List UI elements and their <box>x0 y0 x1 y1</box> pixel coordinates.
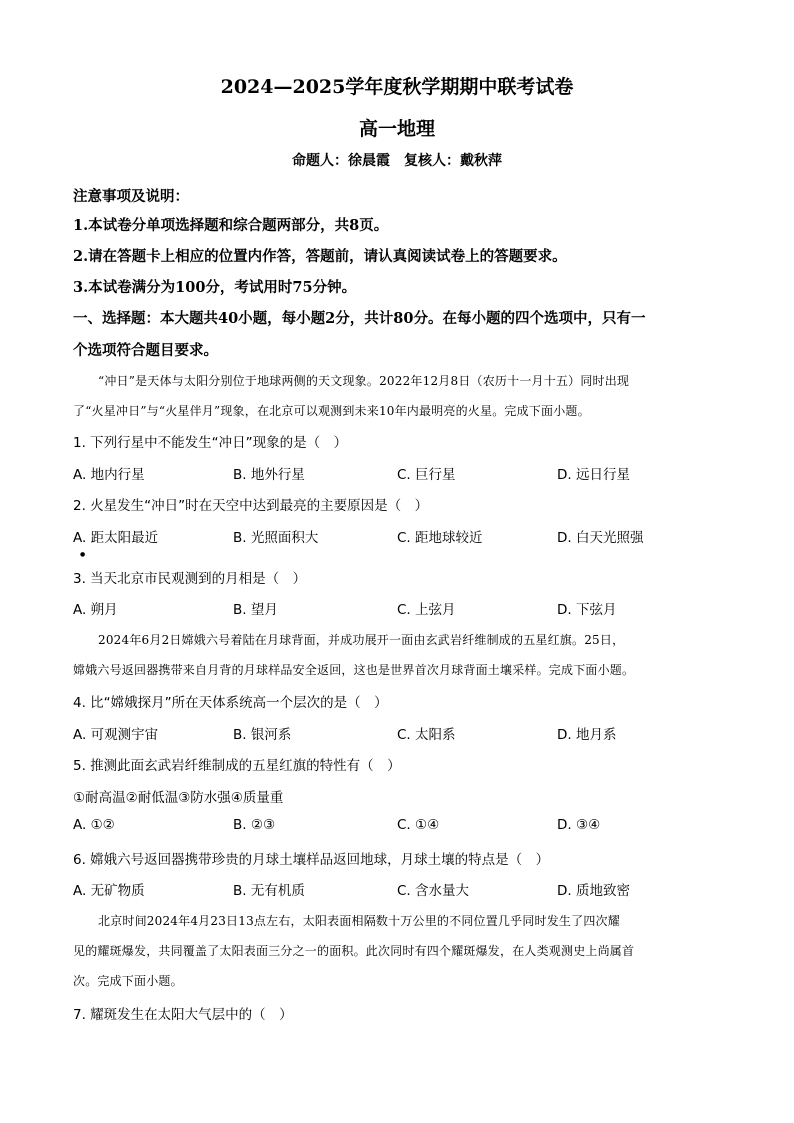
option: D. 地月系 <box>557 727 617 743</box>
subject-title: 高一地理 <box>358 118 435 140</box>
option: C. 含水量大 <box>397 883 470 899</box>
note-item: 2.请在答题卡上相应的位置内作答，答题前，请认真阅读试卷上的答题要求。 <box>73 248 567 265</box>
option: B. ②③ <box>233 817 276 833</box>
option: A. 地内行星 <box>73 467 145 483</box>
passage-line: “冲日”是天体与太阳分别位于地球两侧的天文现象。2022年12月8日（农历十一月十五）同时出现 <box>98 374 630 388</box>
option: B. 地外行星 <box>233 467 305 483</box>
option: A. 无矿物质 <box>73 883 145 899</box>
option: D. ③④ <box>557 817 601 833</box>
option: D. 下弦月 <box>557 602 617 618</box>
note-item: 3.本试卷满分为100分，考试用时75分钟。 <box>73 279 357 296</box>
passage-line: 嫦娥六号返回器携带来自月背的月球样品安全返回，这也是世界首次月球背面土壤采样。完成下面小题。 <box>73 663 635 677</box>
section-heading-cont: 个选项符合题目要求。 <box>73 342 218 359</box>
question-stem: 2. 火星发生“冲日”时在天空中达到最亮的主要原因是（ ） <box>73 498 429 514</box>
option: C. ①④ <box>397 817 440 833</box>
option: B. 银河系 <box>233 727 292 743</box>
option: B. 光照面积大 <box>233 530 319 546</box>
option: C. 上弦月 <box>397 602 456 618</box>
question-statements: ①耐高温②耐低温③防水强④质量重 <box>73 790 284 806</box>
passage-line: 2024年6月2日嫦娥六号着陆在月球背面，并成功展开一面由玄武岩纤维制成的五星红旗。25日， <box>98 633 625 647</box>
option: C. 太阳系 <box>397 727 456 743</box>
option: C. 距地球较近 <box>397 530 483 546</box>
option: A. 距太阳最近 <box>73 530 159 546</box>
question-stem: 4. 比“嫦娥探月”所在天体系统高一个层次的是（ ） <box>73 695 388 711</box>
option: B. 望月 <box>233 602 278 618</box>
option: D. 质地致密 <box>557 883 630 899</box>
passage-line: 北京时间2024年4月23日13点左右，太阳表面相隔数十万公里的不同位置几乎同时发生了四次耀 <box>98 914 620 928</box>
notes-heading: 注意事项及说明： <box>73 188 189 205</box>
note-item: 1.本试卷分单项选择题和综合题两部分，共8页。 <box>73 217 389 234</box>
question-stem: 3. 当天北京市民观测到的月相是（ ） <box>73 571 307 587</box>
question-stem: 1. 下列行星中不能发生“冲日”现象的是（ ） <box>73 435 348 451</box>
option: A. 朔月 <box>73 602 118 618</box>
authors-line: 命题人：徐晨霞 复核人：戴秋萍 <box>292 153 502 169</box>
option: A. ①② <box>73 817 115 833</box>
passage-line: 次。完成下面小题。 <box>73 974 183 988</box>
passage-line: 见的耀斑爆发，共同覆盖了太阳表面三分之一的面积。此次同时有四个耀斑爆发，在人类观测史上尚属首 <box>73 944 635 958</box>
option: D. 远日行星 <box>557 467 630 483</box>
option: B. 无有机质 <box>233 883 305 899</box>
passage-line: 了“火星冲日”与“火星伴月”现象，在北京可以观测到未来10年内最明亮的火星。完成下面小题。 <box>73 404 590 418</box>
option: C. 巨行星 <box>397 467 456 483</box>
option: A. 可观测宇宙 <box>73 727 159 743</box>
question-stem: 7. 耀斑发生在太阳大气层中的（ ） <box>73 1007 293 1023</box>
question-stem: 5. 推测此面玄武岩纤维制成的五星红旗的特性有（ ） <box>73 758 401 774</box>
section-heading: 一、选择题：本大题共40小题，每小题2分，共计80分。在每小题的四个选项中，只有一 <box>73 310 646 327</box>
option: D. 白天光照强 <box>557 530 644 546</box>
stray-dot: ● <box>80 551 86 558</box>
exam-title: 2024—2025学年度秋学期期中联考试卷 <box>220 76 574 98</box>
question-stem: 6. 嫦娥六号返回器携带珍贵的月球土壤样品返回地球，月球土壤的特点是（ ） <box>73 852 550 868</box>
